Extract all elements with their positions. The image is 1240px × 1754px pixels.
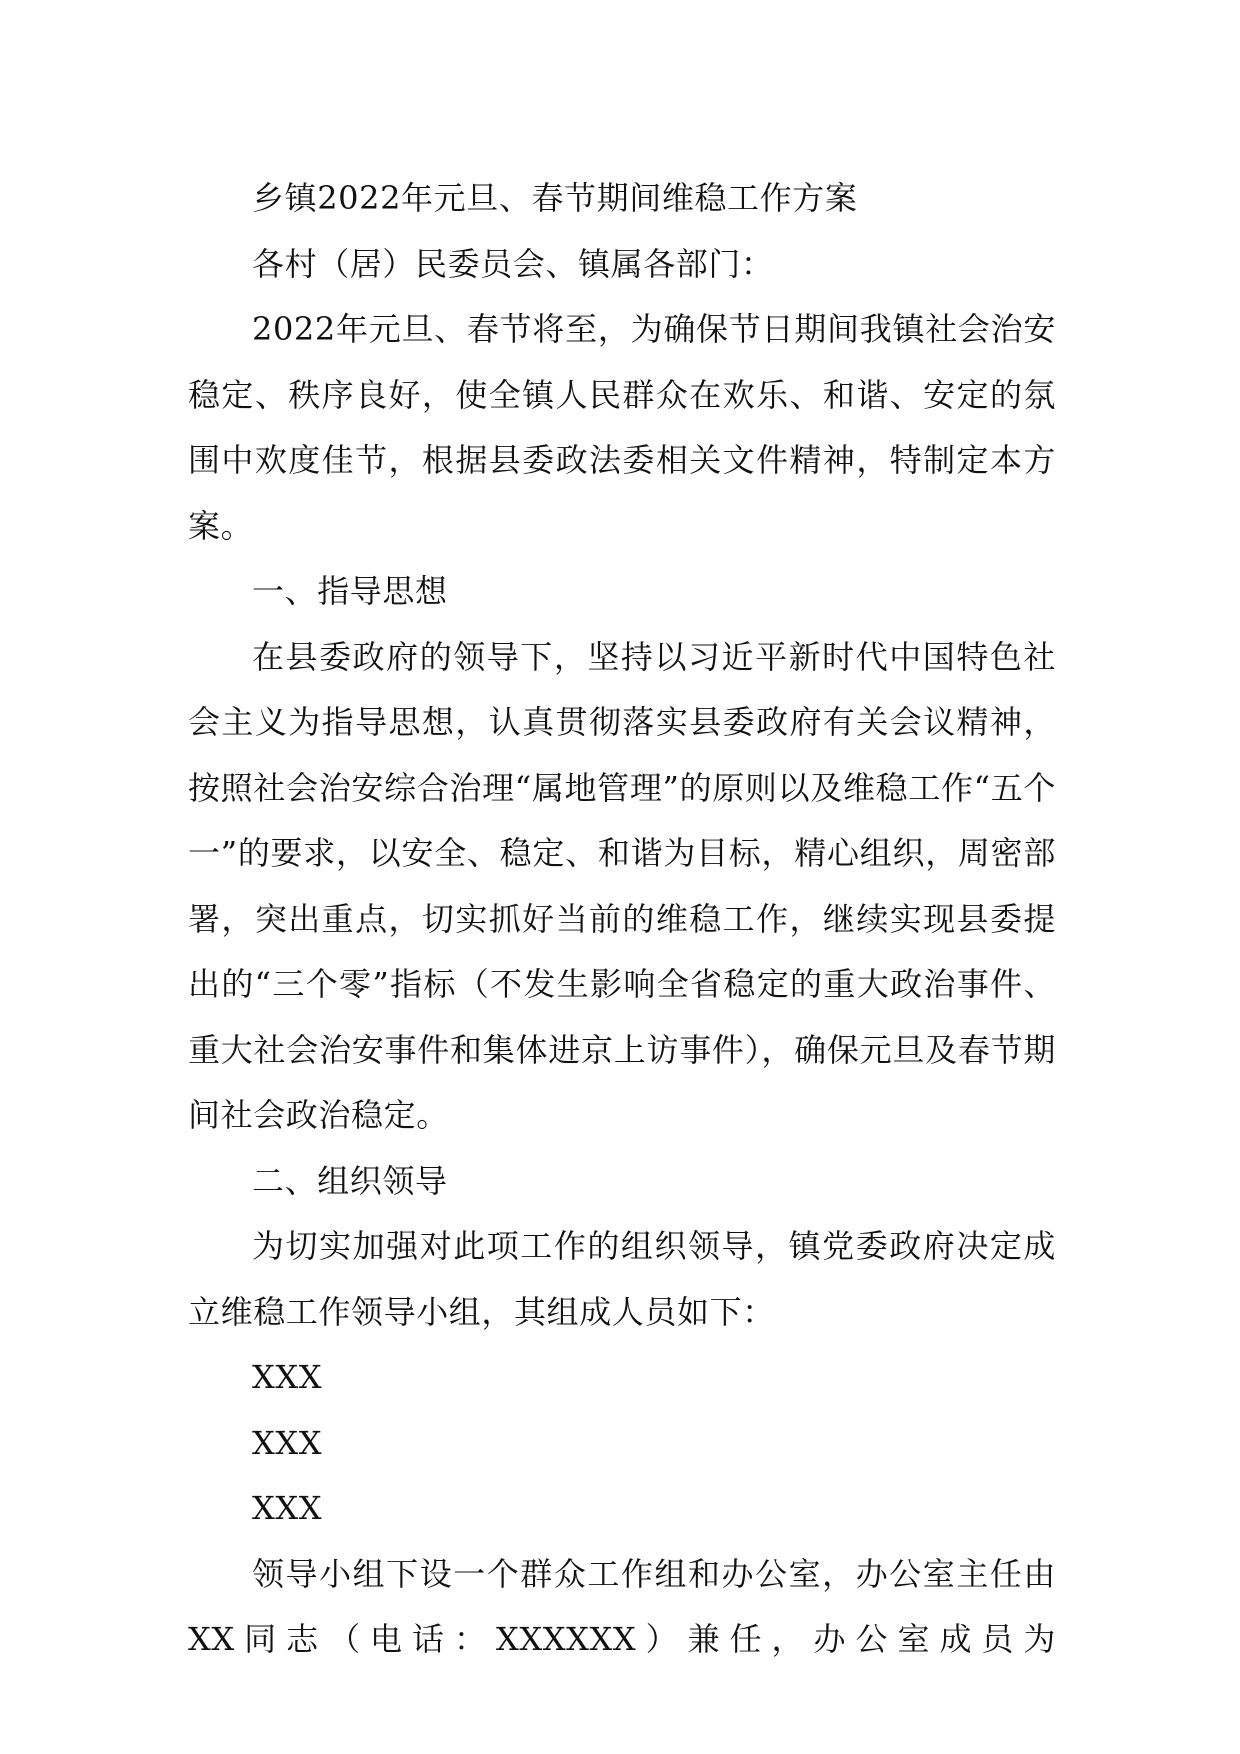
member-item: XXX	[252, 1358, 323, 1396]
member-item: XXX	[252, 1423, 323, 1462]
document-body	[188, 166, 1056, 1673]
guiding-thought-paragraph: 在县委政府的领导下，坚持以习近平新时代中国特色社会主义为指导思想，认真贯彻落实县委政府有关会议精神，按照社会治安综合治理“属地管理”的原则以及维稳工作“五个一”的要求，以安全、稳定、和谐为目标，精心组织，周密部署，突出重点，切实抓好当前的维稳工作，继续实现县委提出的“三个零”指标（不发生影响全省稳定的重大政治事件、重大社会治安事件和集体进京上访事件），确保元旦及春节期间社会政治稳定。	[188, 637, 1056, 1134]
organization-paragraph: 为切实加强对此项工作的组织领导，镇党委政府决定成立维稳工作领导小组，其组成人员如下：	[188, 1227, 1056, 1331]
salutation: 各村（居）民委员会、镇属各部门：	[252, 244, 774, 283]
section-heading-organization: 二、组织领导	[252, 1161, 448, 1200]
office-paragraph: 领导小组下设一个群众工作组和办公室，办公室主任由XX同志（电话：XXXXXX）兼任，办公室成员为	[188, 1554, 1056, 1658]
section-heading-guiding-thought: 一、指导思想	[252, 572, 448, 610]
document-title: 乡镇2022年元旦、春节期间维稳工作方案	[252, 179, 858, 217]
intro-paragraph: 2022年元旦、春节将至，为确保节日期间我镇社会治安稳定、秩序良好，使全镇人民群众在欢乐、和谐、安定的氛围中欢度佳节，根据县委政法委相关文件精神，特制定本方案。	[188, 310, 1056, 545]
member-item: XXX	[252, 1489, 323, 1527]
